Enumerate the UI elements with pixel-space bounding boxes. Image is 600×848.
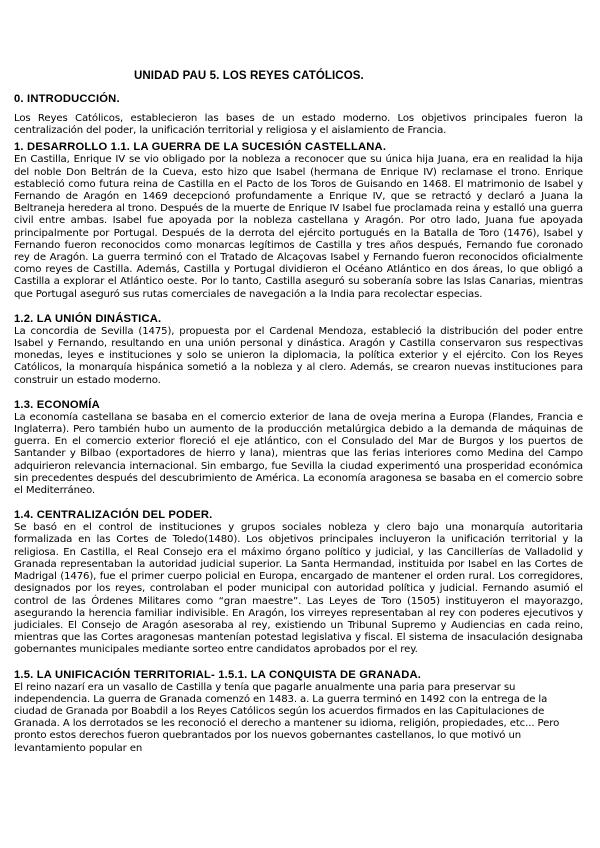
section-heading: 1.5. LA UNIFICACIÓN TERRITORIAL- 1.5.1. LA CONQUISTA DE GRANADA. [14, 668, 422, 681]
section-economia [14, 398, 583, 497]
section-unificacion-territorial [14, 668, 583, 755]
section-heading: 1. DESARROLLO 1.1. LA GUERRA DE LA SUCESIÓN CASTELLANA. [14, 141, 387, 154]
intro-heading: 0. INTRODUCCIÓN. [14, 93, 120, 105]
section-heading: 1.2. LA UNIÓN DINÁSTICA. [14, 312, 162, 325]
section-paragraph: Se basó en el control de instituciones y grupos sociales nobleza y clero bajo una monarquía autoritaria formalizada en las Cortes de Toledo(1480). Los objetivos principales incluyeron la unificación territorial y la religiosa. En Castilla, el Real Consejo era el máximo órgano político y judicial, y las Cancillerías de Valladolid y Granada representaban la autoridad judicial superior. La Santa Hermandad, instituida por Isabel en las Cortes de Madrigal (1476), fue el primer cuerpo policial en Europa, encargado de mantener el orden rural. Los corregidores, designados por los reyes, controlaban el poder municipal con autoridad política y judicial. Fernando asumió el control de las Órdenes Militares como “gran maestre”. Las Leyes de Toro (1505) instituyeron el mayorazgo, asegurando la herencia familiar indivisible. En Aragón, los virreyes representaban al rey con poderes ejecutivos y judiciales. El Consejo de Aragón asesoraba al rey, existiendo un Tribunal Supremo y Audiencias en cada reino, mientras que las Cortes aragonesas mantenían potestad legislativa y fiscal. El sistema de insaculación designaba gobernantes municipales mediante sorteo entre candidatos aprobados por el rey. [14, 522, 583, 656]
section-paragraph: La economía castellana se basaba en el comercio exterior de lana de oveja merina a Europa (Flandes, Francia e Inglaterra). Pero también hubo un aumento de la producción metalúrgica debido a la demanda de máquinas de guerra. En el comercio exterior floreció el eje atlántico, con el Consulado del Mar de Burgos y los puertos de Santander y Bilbao (exportadores de hierro y lana), mientras que las ferias interiores como Medina del Campo adquirieron relevancia internacional. Sin embargo, fue Sevilla la ciudad experimentó una prosperidad económica sin precedentes después del descubrimiento de América. La economía aragonesa se basaba en el comercio sobre el Mediterráneo. [14, 411, 583, 497]
section-centralizacion [14, 508, 583, 656]
section-paragraph: En Castilla, Enrique IV se vio obligado por la nobleza a reconocer que su única hija Juana, era en realidad la hija del noble Don Beltrán de la Cueva, esto hizo que Isabel (hermana de Enrique IV) reclamase el trono. Enrique estableció como futura reina de Castilla en el Pacto de los Toros de Guisando en 1468. El matrimonio de Isabel y Fernando de Aragón en 1469 decepcionó profundamente a Enrique IV, que se retractó y declaró a Juana la Beltraneja heredera al trono. Después de la muerte de Enrique IV Isabel fue proclamada reina y estalló una guerra civil entre ambas. Isabel fue apoyada por la nobleza castellana y Aragón. Por otro lado, Juana fue apoyada principalmente por Portugal. Después de la derrota del ejército portugués en la Batalla de Toro (1476), Isabel y Fernando fueron reconocidos como monarcas legítimos de Castilla y tres años después, Fernando fue coronado rey de Aragón. La guerra terminó con el Tratado de Alcaçovas Isabel y Fernando fueron reconocidos oficialmente como reyes de Castilla. Además, Castilla y Portugal dividieron el Océano Atlántico en dos áreas, lo que obligó a Castilla a explorar el Atlántico oeste. Por lo tanto, Castilla aseguró su soberanía sobre las Islas Canarias, mientras que Portugal aseguró sus rutas comerciales de navegación a la India para recolectar especias. [14, 154, 583, 300]
section-heading: 1.4. CENTRALIZACIÓN DEL PODER. [14, 509, 213, 522]
section-union-dinastica [14, 312, 583, 387]
section-paragraph: La concordia de Sevilla (1475), propuesta por el Cardenal Mendoza, estableció la distribución del poder entre Isabel y Fernando, resultando en una unión personal y dinástica. Aragón y Castilla conservaron sus respectivas monedas, leyes e instituciones y solo se unieron la diplomacia, la política exterior y el ejército. Con los Reyes Católicos, la monarquía hispánica sometió a la nobleza y al clero. Además, se crearon nuevas instituciones para construir un estado moderno. [14, 325, 583, 386]
section-guerra-sucesion [14, 140, 583, 300]
intro-paragraph: Los Reyes Católicos, establecieron las bases de un estado moderno. Los objetivos principales fueron la centralización del poder, la unificación territorial y religiosa y el aislamiento de Francia. [14, 113, 583, 137]
section-heading: 1.3. ECONOMÍA [14, 398, 100, 411]
document-title: UNIDAD PAU 5. LOS REYES CATÓLICOS. [134, 70, 364, 82]
section-paragraph: El reino nazarí era un vasallo de Castilla y tenía que pagarle anualmente una paria para preservar su independencia. La guerra de Granada comenzó en 1483. a. La guerra terminó en 1492 con la entrega de la ciudad de Granada por Boabdil a los Reyes Católicos según los acuerdos firmados en las Capitulaciones de Granada. A los derrotados se les reconoció el derecho a mantener su idioma, religión, propiedades, etc... Pero pronto estos derechos fueron quebrantados por los nuevos gobernantes castellanos, lo que motivó un levantamiento popular en [14, 681, 560, 754]
